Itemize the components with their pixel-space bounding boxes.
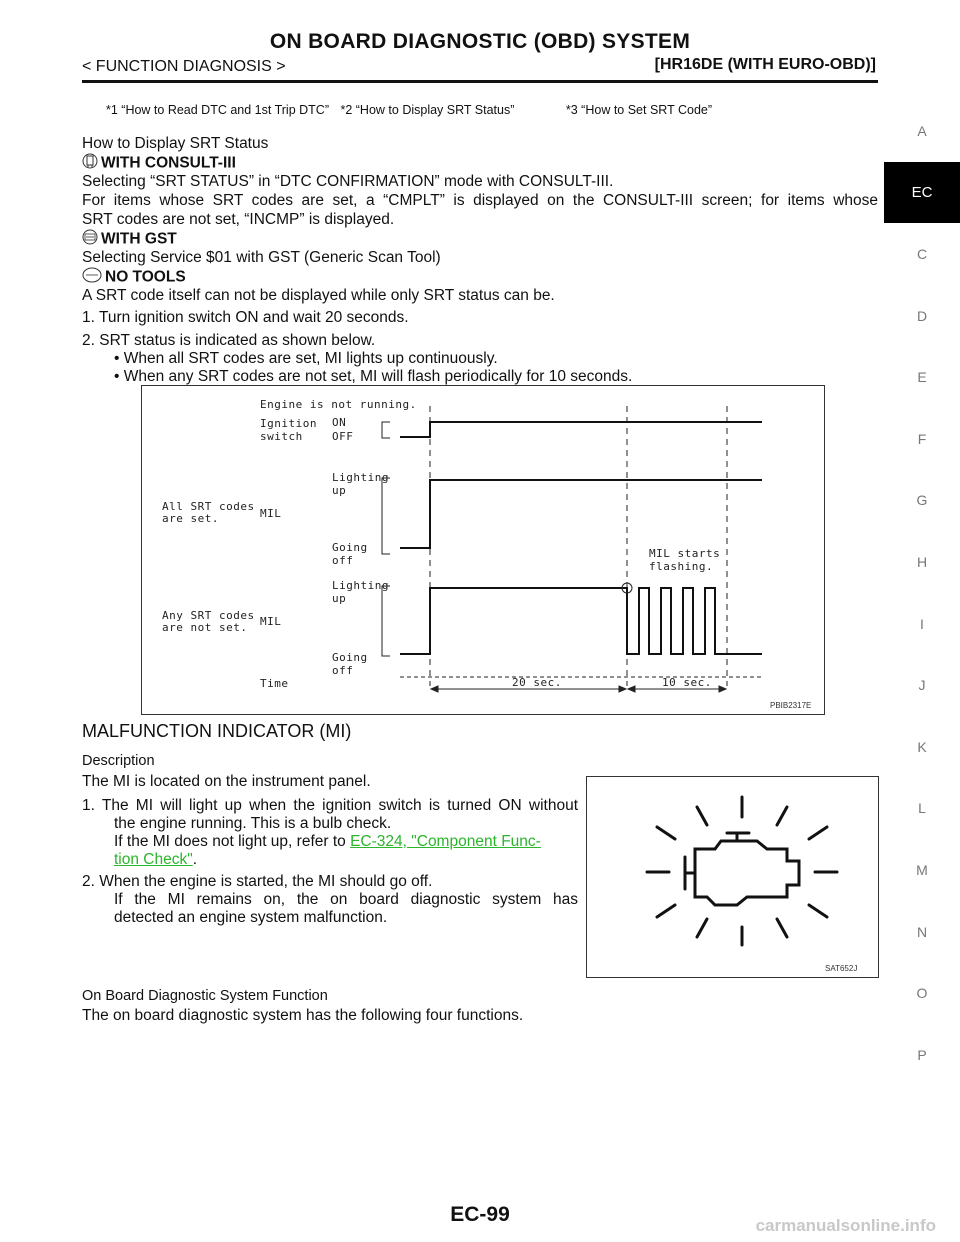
diagram-code: PBIB2317E: [770, 701, 812, 710]
consult-block: [82, 153, 236, 174]
ray: [697, 807, 707, 825]
any-srt-label-2: are not set.: [162, 621, 248, 634]
tab-p[interactable]: P: [917, 1046, 927, 1063]
page-number: EC-99: [450, 1203, 510, 1226]
t10-arrow-left: [628, 686, 635, 692]
tab-i[interactable]: I: [920, 615, 924, 632]
ray: [777, 919, 787, 937]
no-tools-icon: [82, 267, 102, 288]
consult-line-1: Selecting “SRT STATUS” in “DTC CONFIRMATION” mode with CONSULT-III.: [82, 173, 614, 190]
model-label: [HR16DE (WITH EURO-OBD)]: [654, 56, 876, 73]
page-title: ON BOARD DIAGNOSTIC (OBD) SYSTEM: [269, 30, 691, 53]
bullet-1: • When all SRT codes are set, MI lights up continuously.: [114, 350, 498, 367]
srt-timing-diagram: [141, 385, 825, 715]
ray: [777, 807, 787, 825]
on-label: ON: [332, 416, 347, 429]
watermark: carmanualsonline.info: [755, 1216, 936, 1235]
tab-h[interactable]: H: [916, 553, 928, 570]
description-heading: Description: [82, 753, 155, 769]
ray: [657, 827, 675, 839]
going-off-1a: Going: [332, 541, 368, 554]
breadcrumb: < FUNCTION DIAGNOSIS >: [82, 58, 286, 75]
section-index: [884, 100, 960, 1086]
engine-body: [685, 841, 799, 905]
notools-block: [82, 267, 186, 288]
gst-line: Selecting Service $01 with GST (Generic Scan Tool): [82, 249, 441, 266]
ignition-label-2: switch: [260, 430, 303, 443]
t10-label: 10 sec.: [662, 676, 712, 689]
mi-step-2b: If the MI remains on, the on board diagnostic system has: [114, 891, 578, 908]
consult-tool-icon: [82, 153, 98, 174]
component-function-check-link[interactable]: EC-324, "Component Func-: [350, 833, 541, 850]
srt-heading: How to Display SRT Status: [82, 135, 269, 152]
mi-step-2a: 2. When the engine is started, the MI should go off.: [82, 873, 433, 890]
footnote-2: *2 “How to Display SRT Status”: [340, 103, 515, 117]
mil-bracket-1: [382, 478, 390, 554]
mi-section-title: MALFUNCTION INDICATOR (MI): [82, 721, 352, 741]
ray: [697, 919, 707, 937]
tab-n[interactable]: N: [916, 923, 928, 940]
bullet-2: • When any SRT codes are not set, MI will flash periodically for 10 seconds.: [114, 368, 633, 385]
obd-heading: On Board Diagnostic System Function: [82, 988, 328, 1004]
mil-starts-2: flashing.: [649, 560, 714, 573]
t20-label: 20 sec.: [512, 676, 562, 689]
mil-label-1: MIL: [260, 507, 282, 520]
timing-diagram-svg: [142, 386, 824, 714]
any-srt-label-1: Any SRT codes: [162, 609, 255, 622]
mi-link-line-2: tion Check".: [114, 851, 198, 868]
mi-step-1a: 1. The MI will light up when the ignition switch is turned ON without: [82, 797, 578, 814]
tab-k[interactable]: K: [917, 738, 927, 755]
all-srt-label-2: are set.: [162, 512, 219, 525]
footnote-row: [106, 103, 720, 117]
t10-arrow-right: [719, 686, 726, 692]
consult-label: WITH CONSULT-III: [101, 154, 236, 172]
step-2: 2. SRT status is indicated as shown below.: [82, 332, 376, 349]
ray: [809, 827, 827, 839]
mil-label-2: MIL: [260, 615, 282, 628]
lighting-up-1b: up: [332, 484, 347, 497]
gst-label: WITH GST: [101, 230, 177, 248]
gst-tool-icon: [82, 229, 98, 250]
t20-arrow-left: [431, 686, 438, 692]
obd-line: The on board diagnostic system has the following four functions.: [82, 1007, 524, 1024]
mi-step-1b: the engine running. This is a bulb check.: [114, 815, 392, 832]
t20-arrow-right: [619, 686, 626, 692]
ray: [657, 905, 675, 917]
ignition-bracket: [382, 422, 390, 438]
tab-c[interactable]: C: [916, 245, 928, 262]
going-off-2a: Going: [332, 651, 368, 664]
tab-e[interactable]: E: [917, 369, 927, 386]
tab-d[interactable]: D: [916, 307, 928, 324]
mi-step-1c: If the MI does not light up, refer to: [114, 833, 351, 850]
mi-step-1c-line: [114, 832, 541, 851]
lighting-up-1a: Lighting: [332, 471, 389, 484]
mi-paragraph: The MI is located on the instrument panel.: [82, 773, 371, 790]
consult-line-3: SRT codes are not set, “INCMP” is displayed.: [82, 211, 395, 228]
mil-signal-flashing: [400, 588, 762, 654]
tab-ec[interactable]: EC: [884, 162, 960, 224]
gst-block: [82, 229, 177, 250]
going-off-2b: off: [332, 664, 354, 677]
lighting-up-2a: Lighting: [332, 579, 389, 592]
all-srt-label-1: All SRT codes: [162, 500, 255, 513]
ray: [809, 905, 827, 917]
engine-not-running-label: Engine is not running.: [260, 398, 417, 411]
tab-m[interactable]: M: [916, 861, 928, 878]
tab-l[interactable]: L: [918, 800, 926, 817]
going-off-1b: off: [332, 554, 354, 567]
lighting-up-2b: up: [332, 592, 347, 605]
mil-bracket-2: [382, 586, 390, 656]
footnote-1: *1 “How to Read DTC and 1st Trip DTC”: [106, 103, 329, 117]
notools-line: A SRT code itself can not be displayed while only SRT status can be.: [82, 287, 555, 304]
step-1: 1. Turn ignition switch ON and wait 20 seconds.: [82, 309, 409, 326]
component-function-check-link-2[interactable]: tion Check": [114, 851, 193, 868]
ignition-signal: [400, 422, 762, 437]
tab-o[interactable]: O: [916, 985, 928, 1002]
tab-g[interactable]: G: [916, 492, 928, 509]
notools-label: NO TOOLS: [105, 268, 186, 286]
mi-step-2c: detected an engine system malfunction.: [114, 909, 388, 926]
header-rule: [82, 80, 878, 83]
engine-warning-icon: [587, 777, 878, 977]
off-label: OFF: [332, 430, 354, 443]
ignition-label-1: Ignition: [260, 417, 317, 430]
mil-signal-all-set: [400, 480, 762, 548]
mi-image-code: SAT652J: [825, 964, 858, 973]
mil-starts-1: MIL starts: [649, 547, 721, 560]
tab-j[interactable]: J: [918, 677, 926, 694]
tab-a[interactable]: A: [917, 122, 927, 139]
mi-lamp-illustration: [586, 776, 879, 978]
footnote-3: *3 “How to Set SRT Code”: [565, 103, 713, 117]
consult-line-2: For items whose SRT codes are set, a “CMPLT” is displayed on the CONSULT-III screen; for items whose: [82, 192, 878, 209]
time-label: Time: [260, 677, 289, 690]
tab-f[interactable]: F: [917, 430, 927, 447]
